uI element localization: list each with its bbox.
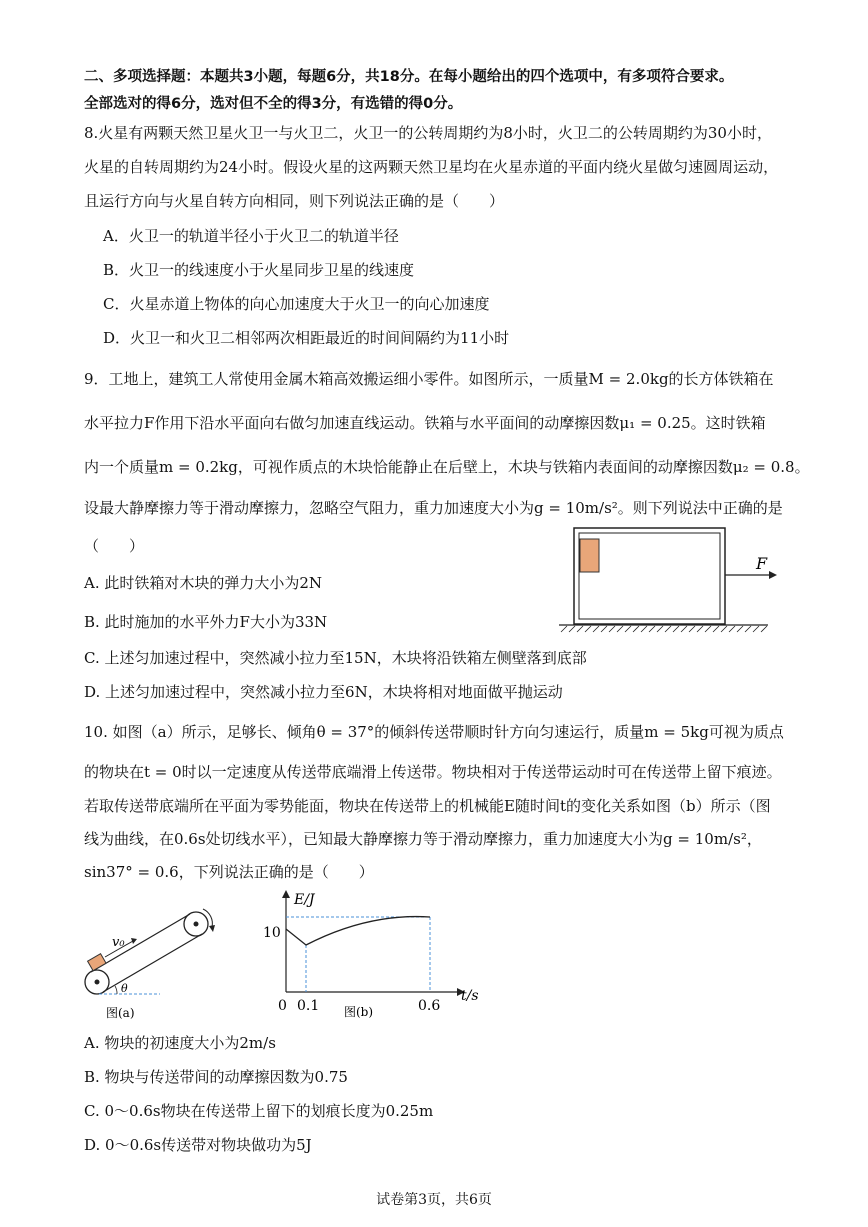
q9-option-b: B. 此时施加的水平外力F大小为33N [84,613,328,631]
wood-block [580,539,599,572]
iron-box-figure [555,522,795,637]
section-heading-line2: 全部选对的得6分，选对但不全的得3分，有选错的得0分。 [84,96,463,112]
q9-answer-bracket: （ ） [84,537,145,555]
q10-stem-line: 10. 如图（a）所示，足够长、倾角θ = 37°的倾斜传送带顺时针方向匀速运行，质量m = 5kg可视为质点 [84,723,784,741]
t-tick-0.1: 0.1 [297,998,320,1014]
bottom-pulley-axle [95,980,100,985]
q10-option-a: A. 物块的初速度大小为2m/s [84,1034,276,1052]
q9-option-d: D. 上述匀加速过程中，突然减小拉力至6N，木块将相对地面做平抛运动 [84,683,563,701]
q9-stem-line: 设最大静摩擦力等于滑动摩擦力，忽略空气阻力，重力加速度大小为g = 10m/s²。则下列说法中正确的是 [84,499,783,517]
q8-option-a: A．火卫一的轨道半径小于火卫二的轨道半径 [103,227,399,245]
e-axis-arrowhead [282,890,290,898]
velocity-arrowhead [131,938,137,944]
q10-option-c: C. 0～0.6s物块在传送带上留下的划痕长度为0.25m [84,1102,434,1120]
q9-stem-line: 9．工地上，建筑工人常使用金属木箱高效搬运细小零件。如图所示，一质量M = 2.0kg的长方体铁箱在 [84,370,774,388]
q10-stem-line: 线为曲线，在0.6s处切线水平），已知最大静摩擦力等于滑动摩擦力，重力加速度大小为g = 10m/s²， [84,830,762,848]
top-pulley-axle [194,922,199,927]
q8-stem-line: 8.火星有两颗天然卫星火卫一与火卫二，火卫一的公转周期约为8小时，火卫二的公转周期约为30小时， [84,124,772,142]
angle-label: θ [121,982,128,995]
e-tick-10: 10 [263,925,281,941]
ground-hatching [561,626,767,632]
angle-arc [115,986,117,994]
section-heading-line1: 二、多项选择题：本题共3小题，每题6分，共18分。在每小题给出的四个选项中，有多项符合要求。 [84,69,734,85]
t-axis-label: t/s [461,988,479,1004]
q10-stem-line: sin37° = 0.6，下列说法正确的是（ ） [84,863,374,881]
t-tick-0.6: 0.6 [418,998,441,1014]
t-tick-0: 0 [278,998,287,1014]
q9-option-c: C. 上述匀加速过程中，突然减小拉力至15N，木块将沿铁箱左侧壁落到底部 [84,649,587,667]
fig-b-caption: 图(b) [344,1005,374,1019]
energy-time-graph [258,883,508,1028]
force-arrowhead [769,571,777,579]
q10-stem-line: 的物块在t = 0时以一定速度从传送带底端滑上传送带。物块相对于传送带运动时可在传送带上留下痕迹。 [84,763,782,781]
q8-stem-line: 且运行方向与火星自转方向相同，则下列说法正确的是（ ） [84,192,505,210]
energy-curve [286,917,430,945]
q8-stem-line: 火星的自转周期约为24小时。假设火星的这两颗天然卫星均在火星赤道的平面内绕火星做匀速圆周运动， [84,158,779,176]
page-footer: 试卷第3页，共6页 [376,1192,492,1208]
rotation-arrowhead [209,925,215,932]
q10-option-b: B. 物块与传送带间的动摩擦因数为0.75 [84,1068,348,1086]
iron-box-inner [579,533,720,619]
q9-option-a: A. 此时铁箱对木块的弹力大小为2N [84,574,323,592]
force-label: F [756,554,768,573]
e-axis-label: E/J [294,892,315,908]
q10-stem-line: 若取传送带底端所在平面为零势能面，物块在传送带上的机械能E随时间t的变化关系如图（b）所示（图 [84,797,771,815]
q9-stem-line: 水平拉力F作用下沿水平面向右做匀加速直线运动。铁箱与水平面间的动摩擦因数μ₁ = 0.25。这时铁箱 [84,414,766,432]
fig-a-caption: 图(a) [106,1006,135,1020]
conveyor-block [88,954,106,971]
q10-option-d: D. 0～0.6s传送带对物块做功为5J [84,1136,312,1154]
q8-option-b: B．火卫一的线速度小于火星同步卫星的线速度 [103,261,415,279]
q8-option-d: D．火卫一和火卫二相邻两次相距最近的时间间隔约为11小时 [103,329,510,347]
velocity-label: v₀ [112,935,125,950]
conveyor-figure [75,893,245,1023]
q9-stem-line: 内一个质量m = 0.2kg，可视作质点的木块恰能静止在后壁上，木块与铁箱内表面间的动摩擦因数μ₂ = 0.8。 [84,458,810,476]
q8-option-c: C．火星赤道上物体的向心加速度大于火卫一的向心加速度 [103,295,490,313]
